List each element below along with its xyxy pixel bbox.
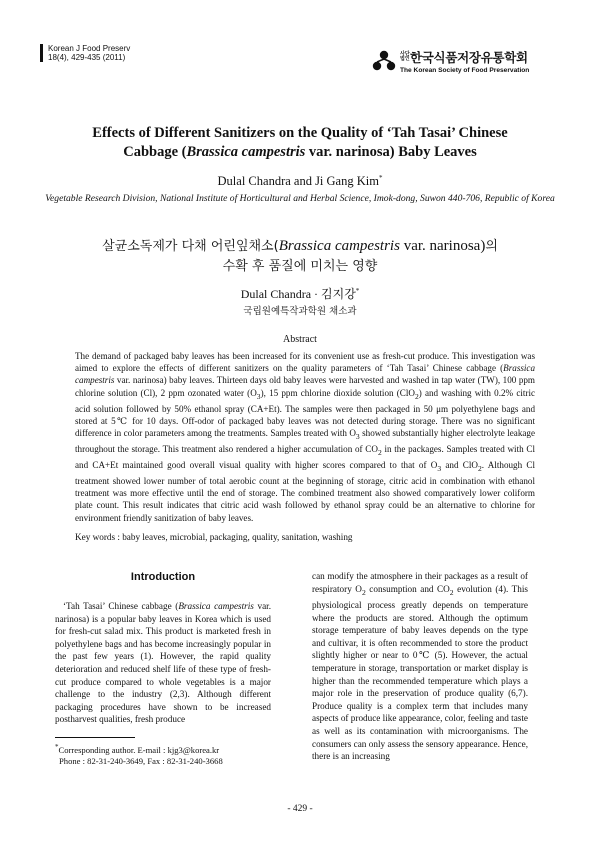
journal-volume: 18(4), 429-435 (2011) [48,53,126,62]
subscript: 3 [256,391,261,401]
affiliation-kr: 국립원예특작과학원 채소과 [243,306,357,317]
authors-kr-text: Dulal Chandra · 김지강 [240,287,356,301]
title-line2-start: Cabbage ( [123,144,187,160]
keywords-list: : baby leaves, microbial, packaging, quality, sanitation, washing [115,532,353,542]
abstract-text-3: ), 15 ppm chlorine dioxide solution (ClO [260,387,415,398]
society-logo-icon [372,50,396,72]
society-header [372,48,529,74]
footnote-divider [55,737,135,738]
abstract-heading: Abstract [283,334,317,345]
title-line2-end: var. narinosa) Baby Leaves [305,144,477,160]
title-kr-start: 살균소독제가 다채 어린잎채소( [102,239,279,254]
subscript: 3 [437,463,442,473]
footnote-email: Corresponding author. E-mail : kjg3@korea.kr [58,744,220,755]
intro-text-1: ‘Tah Tasai’ Chinese cabbage ( [63,601,179,611]
subscript: 3 [355,431,360,441]
intro-right-text-3: evolution (4). This physiological process greatly depends on temperature where the products are stored. Although the optimum storage temperature of baby leaves depends on the type and cultivar, it is often recommended to store the product slightly higher or near to 0℃ (5). However, the actual temperature in storage, transportation or market display is higher than the recommended temperature which plays a major role in the preservation of produce quality (6,7). Produce quality is a complex term that includes many aspects of produce like appearance, color, feeling and taste as well as its contamination with microorganisms. The consumers can only assess the sensory appearance. Hence, there is an increasing [312,583,528,762]
corresponding-mark-kr: * [355,287,360,295]
keywords [75,532,535,542]
abstract-text-2: var. narinosa) baby leaves. Thirteen days old baby leaves were harvested and washed in tap water (TW), 100 ppm chlorine solution (Cl), 2 ppm ozonated water (O [75,375,535,398]
society-name-en: The Korean Society of Food Preservation [400,67,530,74]
title-kr-particle: 의 [485,239,498,254]
abstract-text-6: in the packages. Samples treated with Cl and CA+Et maintained good overall visual quality with higher scores compared to that of O [75,444,535,471]
subscript: 2 [477,463,482,473]
footnote-mark: * [55,743,59,751]
title-kr-variety: var. narinosa) [399,238,486,254]
title-kr-line2: 수확 후 품질에 미치는 영향 [222,259,378,274]
affiliation-en: Vegetable Research Division, National Institute of Horticultural and Herbal Science, Imok-dong, Suwon 440-706, Republic of Korea [45,193,555,204]
abstract-text-7: and ClO [441,460,478,471]
title-line1: Effects of Different Sanitizers on the Quality of ‘Tah Tasai’ Chinese [92,125,508,141]
abstract-scientific-name: Brassica campestris [75,363,535,386]
abstract-body [75,350,535,524]
subscript: 2 [361,587,366,597]
introduction-right-column [312,570,528,763]
intro-right-text-2: consumption and CO [365,583,450,594]
subscript: 2 [377,447,382,457]
title-kr-scientific-name: Brassica campestris [278,238,400,254]
intro-scientific-name: Brassica campestris [178,601,254,611]
authors-en [0,174,600,189]
subscript: 2 [414,391,419,401]
introduction-heading: Introduction [130,571,196,583]
footnote [55,742,223,767]
abstract-text-5: showed substantially higher electrolyte leakage throughout the storage. This treatment also rendered a higher accumulation of CO [75,428,535,455]
abstract-text-1: The demand of packaged baby leaves has been increased for its convenient use as fresh-cut produce. This investigation was aimed to explore the effects of different sanitizers on the quality parameters of ‘Tah Tasai’ Chinese cabbage ( [75,351,535,374]
society-small-label: 사단법인 [400,51,410,62]
title-scientific-name: Brassica campestris [186,144,306,160]
journal-name: Korean J Food Preserv [48,44,131,53]
footnote-phone: Phone : 82-31-240-3649, Fax : 82-31-240-3668 [59,755,223,766]
abstract-text-8: . Although Cl treatment showed lower number of total aerobic count at the beginning of storage, citric acid in combination with ethanol treatment was more effective until the end of storage. The combined treatment also showed comparatively lower coliform plate count. This result indicates that citric acid wash followed by ethanol spray could be an alternative to chlorine for environment friendly sanitization of baby leaves. [75,460,535,523]
keywords-label: Key words [75,532,116,542]
intro-text-2: var. narinosa) is a popular baby leaves in Korea which is used for fresh-cut salad mix. This product is marketed fresh in polyethylene bags and has become increasingly popular in the past few years (1). However, the rapid quality deterioration and reduced shelf life of these type of fresh-cut produce compared to whole vegetables is a major challenge to the industry (2,3). Although different packaging procedures have shown to be increased postharvest qualities, fresh produce [55,601,271,725]
paper-title [40,124,560,162]
title-kr [40,236,560,277]
authors-en-text: Dulal Chandra and Ji Gang Kim [217,174,379,189]
authors-kr [0,285,600,302]
corresponding-mark: * [378,174,383,182]
page-number: - 429 - [287,804,313,814]
abstract-text-4: ) and washing with 0.2% citric acid solution followed by 50% ethanol spray (CA+Et). The samples were then packaged in 50 μm polyethylene bags and stored at 5℃ for 10 days. Off-odor of packaged baby leaves was not detected during storage. There was no significant difference in color parameters among the treatments. Samples treated with O [75,387,536,439]
journal-citation [40,44,130,62]
society-name-kr: 한국식품저장유통학회 [410,50,528,65]
intro-right-text-1: can modify the atmosphere in their packages as a result of respiratory O [312,571,528,594]
subscript: 2 [449,587,454,597]
introduction-left-column [55,600,271,726]
